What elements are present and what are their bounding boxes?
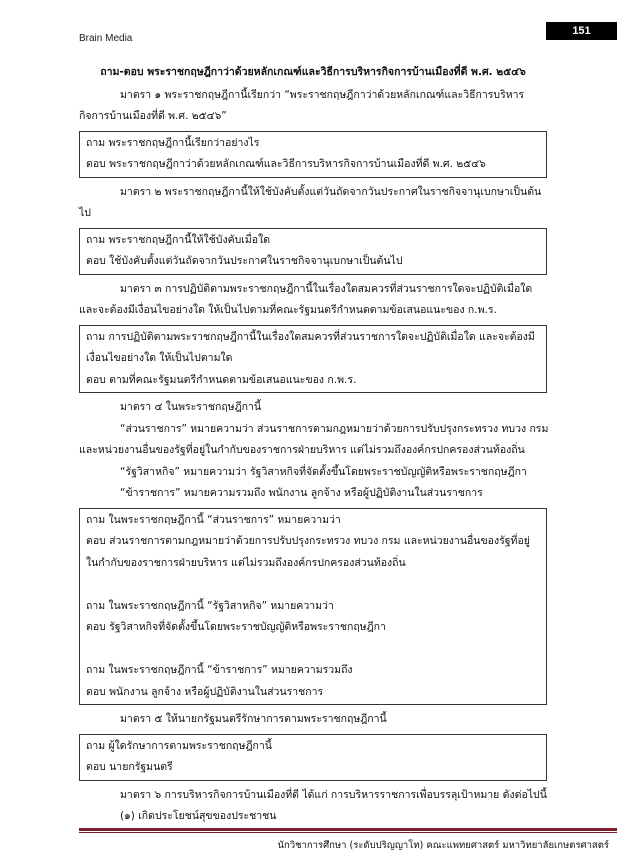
section-6-line: มาตรา ๖ การบริหารกิจการบ้านเมืองที่ดี ได้แก่ การบริหารราชการเพื่อบรรลุเป้าหมาย ดังต่อไปนี้: [120, 788, 547, 801]
section-1-line: กิจการบ้านเมืองที่ดี พ.ศ. ๒๕๔๖”: [79, 110, 227, 122]
qa-box-3: [79, 325, 547, 394]
answer-text: ตอบ พระราชกฤษฎีกาว่าด้วยหลักเกณฑ์และวิธีการบริหารกิจการบ้านเมืองที่ดี พ.ศ. ๒๕๔๖: [86, 158, 486, 170]
brand-label: Brain Media: [79, 33, 133, 44]
answer-text: ตอบ นายกรัฐมนตรี: [86, 761, 173, 773]
answer-text: ตอบ ส่วนราชการตามกฎหมายว่าด้วยการปรับปรุงกระทรวง ทบวง กรม และหน่วยงานอื่นของรัฐที่อยู่: [86, 535, 530, 547]
question-text: ถาม พระราชกฤษฎีกานี้เรียกว่าอย่างไร: [86, 136, 260, 149]
definition-text: “ข้าราชการ” หมายความรวมถึง พนักงาน ลูกจ้าง หรือผู้ปฏิบัติงานในส่วนราชการ: [120, 487, 483, 499]
section-2-line: ไป: [79, 207, 91, 219]
answer-text: ตอบ ตามที่คณะรัฐมนตรีกำหนดตามข้อเสนอแนะของ ก.พ.ร.: [86, 373, 357, 386]
definition-text: “รัฐวิสาหกิจ” หมายความว่า รัฐวิสาหกิจที่จัดตั้งขึ้นโดยพระราชบัญญัติหรือพระราชกฤษฎีกา: [120, 465, 527, 478]
qa-box-2: [79, 228, 547, 275]
section-4-heading: มาตรา ๔ ในพระราชกฤษฎีกานี้: [120, 401, 262, 413]
section-3-line: มาตรา ๓ การปฏิบัติตามพระราชกฤษฎีกานี้ในเรื่องใดสมควรที่ส่วนราชการใดจะปฏิบัติเมื่อใด: [120, 282, 533, 295]
qa-box-5: [79, 734, 547, 781]
spacer: [86, 639, 540, 661]
qa-box-1: [79, 131, 547, 178]
spacer: [86, 574, 540, 596]
question-text: เงื่อนไขอย่างใด ให้เป็นไปตามใด: [86, 352, 233, 364]
question-text: ถาม ในพระราชกฤษฎีกานี้ “รัฐวิสาหกิจ” หมายความว่า: [86, 599, 334, 612]
section-6-item: (๑) เกิดประโยชน์สุขของประชาชน: [120, 810, 277, 822]
footer-rule-thin: [79, 832, 617, 833]
question-text: ถาม ในพระราชกฤษฎีกานี้ “ส่วนราชการ” หมายความว่า: [86, 513, 341, 526]
answer-text: ในกำกับของราชการฝ่ายบริหาร แต่ไม่รวมถึงองค์กรปกครองส่วนท้องถิ่น: [86, 556, 406, 569]
page-number-badge: 151: [546, 22, 617, 40]
answer-text: ตอบ รัฐวิสาหกิจที่จัดตั้งขึ้นโดยพระราชบัญญัติหรือพระราชกฤษฎีกา: [86, 621, 386, 633]
section-3-line: และจะต้องมีเงื่อนไขอย่างใด ให้เป็นไปตามที่คณะรัฐมนตรีกำหนดตามข้อเสนอแนะของ ก.พ.ร.: [79, 304, 497, 316]
qa-box-4: [79, 508, 547, 706]
question-text: ถาม ในพระราชกฤษฎีกานี้ “ข้าราชการ” หมายความรวมถึง: [86, 664, 353, 676]
document-body: [79, 62, 547, 828]
question-text: ถาม พระราชกฤษฎีกานี้ให้ใช้บังคับเมื่อใด: [86, 233, 271, 246]
definition-text: และหน่วยงานอื่นของรัฐที่อยู่ในกำกับของราชการฝ่ายบริหาร แต่ไม่รวมถึงองค์กรปกครองส่วนท้องถิ่น: [79, 444, 525, 456]
footer-text: นักวิชาการศึกษา (ระดับปริญญาโท) คณะแพทยศาสตร์ มหาวิทยาลัยเกษตรศาสตร์: [277, 840, 609, 851]
section-5-line: มาตรา ๕ ให้นายกรัฐมนตรีรักษาการตามพระราชกฤษฎีกานี้: [120, 713, 387, 725]
footer-rule: [79, 828, 617, 831]
answer-text: ตอบ พนักงาน ลูกจ้าง หรือผู้ปฏิบัติงานในส่วนราชการ: [86, 685, 324, 698]
answer-text: ตอบ ใช้บังคับตั้งแต่วันถัดจากวันประกาศในราชกิจจานุเบกษาเป็นต้นไป: [86, 255, 403, 267]
question-text: ถาม ผู้ใดรักษาการตามพระราชกฤษฎีกานี้: [86, 739, 272, 752]
section-2-line: มาตรา ๒ พระราชกฤษฎีกานี้ให้ใช้บังคับตั้งแต่วันถัดจากวันประกาศในราชกิจจานุเบกษาเป็นต้น: [120, 185, 542, 198]
question-text: ถาม การปฏิบัติตามพระราชกฤษฎีกานี้ในเรื่องใดสมควรที่ส่วนราชการใดจะปฏิบัติเมื่อใด และจะต้องมี: [86, 330, 535, 343]
section-1-line: มาตรา ๑ พระราชกฤษฎีกานี้เรียกว่า “พระราชกฤษฎีกาว่าด้วยหลักเกณฑ์และวิธีการบริหาร: [120, 88, 525, 101]
definition-text: “ส่วนราชการ” หมายความว่า ส่วนราชการตามกฎหมายว่าด้วยการปรับปรุงกระทรวง ทบวง กรม: [120, 422, 549, 435]
page-title: ถาม-ตอบ พระราชกฤษฎีกาว่าด้วยหลักเกณฑ์และวิธีการบริหารกิจการบ้านเมืองที่ดี พ.ศ. ๒๕๔๖: [100, 66, 526, 78]
